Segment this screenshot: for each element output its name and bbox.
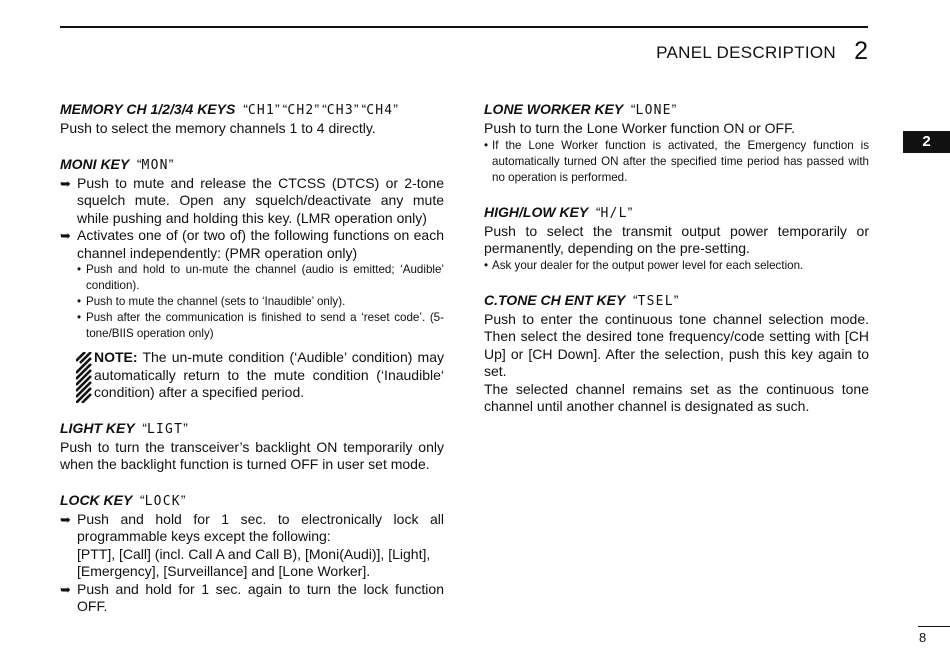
memory-keys-title: MEMORY CH 1/2/3/4 KEYS xyxy=(60,101,236,117)
arrow-icon: ➥ xyxy=(60,175,71,191)
note-label: NOTE: xyxy=(94,349,138,365)
section-title: PANEL DESCRIPTION xyxy=(656,43,836,62)
lock-item-1-keys: [PTT], [Call] (incl. Call A and Call B), [Moni(Audi)], [Light], [Emergency], [Surveillance] and [Lone Worker]. xyxy=(77,545,431,579)
moni-item-1: ➥ Push to mute and release the CTCSS (DTCS) or 2-tone squelch mute. Open any squelch/deactivate any mute while pushing and holding this key. (LMR operation only) xyxy=(60,174,444,226)
memory-keys-section xyxy=(60,100,444,138)
lone-worker-text: Push to turn the Lone Worker function ON or OFF. xyxy=(484,120,795,136)
moni-bullet-3: • Push after the communication is finished to send a ‘reset code’. (5-tone/BIIS operation only) xyxy=(77,311,444,340)
code-ch3: CH3 xyxy=(326,103,354,118)
lock-item-1: ➥ Push and hold for 1 sec. to electronically lock all programmable keys except the following: xyxy=(60,510,444,544)
chapter-tab: 2 xyxy=(903,131,950,153)
moni-bullet-1: • Push and hold to un-mute the channel (audio is emitted; ‘Audible’ condition). xyxy=(77,263,444,292)
right-column xyxy=(484,100,869,433)
lone-worker-code: “LONE” xyxy=(630,101,677,118)
high-low-bullet: • Ask your dealer for the output power level for each selection. xyxy=(484,258,804,272)
lock-key-title: LOCK KEY xyxy=(60,491,133,508)
moni-key-section xyxy=(60,155,444,402)
ctone-section xyxy=(484,291,869,416)
lock-item-2: ➥ Push and hold for 1 sec. again to turn the lock function OFF. xyxy=(60,580,444,614)
light-key-title: LIGHT KEY xyxy=(60,419,135,436)
ctone-text-1: Push to enter the continuous tone channel selection mode. Then select the desired tone frequency/code setting with [CH Up] or [CH Down]. After the selection, push this key again to set. xyxy=(484,310,869,379)
note-hatch-icon xyxy=(76,352,92,403)
lock-key-code: “LOCK” xyxy=(139,491,186,509)
page-number: 8 xyxy=(919,630,927,645)
chapter-number: 2 xyxy=(854,37,868,65)
lone-worker-title: LONE WORKER KEY xyxy=(484,101,623,117)
ctone-heading xyxy=(484,291,869,311)
arrow-icon: ➥ xyxy=(60,511,71,527)
light-key-section xyxy=(60,419,444,474)
moni-key-heading xyxy=(60,155,444,175)
light-key-heading xyxy=(60,419,444,439)
lone-worker-heading xyxy=(484,100,869,120)
moni-key-title: MONI KEY xyxy=(60,155,129,172)
ctone-code: “TSEL” xyxy=(632,291,679,309)
memory-keys-heading xyxy=(60,100,444,120)
moni-item-2: ➥ Activates one of (or two of) the following functions on each channel independently: (PMR operation only) xyxy=(60,227,444,261)
lock-key-section xyxy=(60,491,444,616)
moni-bullet-2: • Push to mute the channel (sets to ‘Inaudible’ only). xyxy=(77,295,346,308)
code-ch1: CH1 xyxy=(247,103,275,118)
high-low-title: HIGH/LOW KEY xyxy=(484,203,588,220)
note-text: The un-mute condition (‘Audible’ condition) may automatically return to the mute condition (‘Inaudible‘ condition) after a specified period. xyxy=(94,349,444,400)
memory-keys-codes: “CH1” “CH2” “CH3” “CH4” xyxy=(243,101,398,118)
moni-note xyxy=(60,349,444,402)
light-key-text: Push to turn the transceiver’s backlight ON temporarily only when the backlight function is turned OFF in user set mode. xyxy=(60,438,444,472)
header-rule xyxy=(60,26,868,28)
ctone-title: C.TONE CH ENT KEY xyxy=(484,291,626,308)
lock-key-heading xyxy=(60,491,444,511)
lone-worker-bullet: • If the Lone Worker function is activated, the Emergency function is automatically turned ON after the specified time period has passed with no operation is performed. xyxy=(484,138,869,184)
lone-worker-section xyxy=(484,100,869,186)
code-ch4: CH4 xyxy=(366,103,394,118)
light-key-code: “LIGT” xyxy=(142,419,188,437)
moni-key-code: “MON” xyxy=(136,155,174,173)
ctone-text-2: The selected channel remains set as the continuous tone channel until another channel is designated as such. xyxy=(484,380,869,414)
arrow-icon: ➥ xyxy=(60,581,71,597)
high-low-code: “H/L” xyxy=(595,203,633,221)
high-low-text: Push to select the transmit output power temporarily or permanently, depending on the pre-setting. xyxy=(484,222,869,256)
footer-rule xyxy=(918,626,950,627)
high-low-section xyxy=(484,203,869,274)
left-column xyxy=(60,100,444,633)
high-low-heading xyxy=(484,203,869,223)
code-ch2: CH2 xyxy=(287,103,315,118)
memory-keys-text: Push to select the memory channels 1 to 4 directly. xyxy=(60,120,376,136)
arrow-icon: ➥ xyxy=(60,228,71,243)
